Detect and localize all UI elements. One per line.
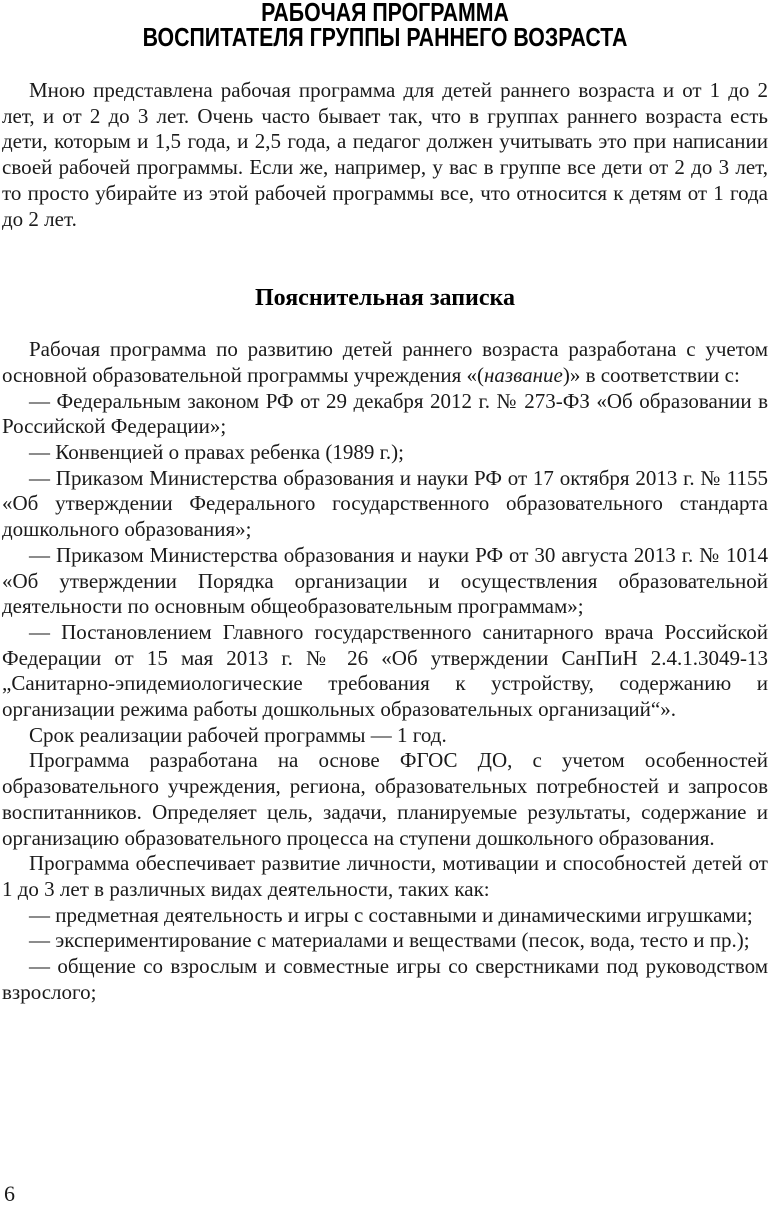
legal-intro-before: Рабочая программа по развитию детей раннего возраста разработана с учетом основной образовательной программы учреждения «(	[2, 337, 768, 387]
legal-basis-item-order-1155: — Приказом Министерства образования и науки РФ от 17 октября 2013 г. № 1155 «Об утверждении Федерального государственного образовательного стандарта дошкольного образования»;	[2, 465, 768, 542]
legal-basis-item-order-1014: — Приказом Министерства образования и науки РФ от 30 августа 2013 г. № 1014 «Об утверждении Порядка организации и осуществления образовательной деятельности по основным общеобразовательным программам»;	[2, 542, 768, 619]
legal-intro-paragraph	[2, 337, 768, 388]
section-heading: Пояснительная записка	[254, 285, 515, 312]
activity-item-experimenting: — экспериментирование с материалами и веществами (песок, вода, тесто и пр.);	[29, 928, 750, 953]
term-paragraph: Срок реализации рабочей программы — 1 год.	[29, 722, 447, 747]
page-number: 6	[4, 1181, 15, 1206]
legal-intro-after: )» в соответствии с:	[562, 362, 740, 387]
legal-basis-item-convention: — Конвенцией о правах ребенка (1989 г.);	[29, 440, 404, 465]
legal-basis-item-federal-law: — Федеральным законом РФ от 29 декабря 2012 г. № 273-ФЗ «Об образовании в Российской Федерации»;	[2, 388, 768, 439]
intro-paragraph: Мною представлена рабочая программа для детей раннего возраста и от 1 до 2 лет, и от 2 до 3 лет. Очень часто бывает так, что в группах раннего возраста есть дети, которым и 1,5 года, и 2,5 года, а педагог должен учитывать это при написании своей рабочей программы. Если же, например, у вас в группе все дети от 2 до 3 лет, то просто убирайте из этой рабочей программы все, что относится к детям от 1 года до 2 лет.	[2, 78, 768, 231]
document-title-line2: ВОСПИТАТЕЛЯ ГРУППЫ РАННЕГО ВОЗРАСТА	[142, 22, 628, 52]
activity-item-object-play: — предметная деятельность и игры с составными и динамическими игрушками;	[29, 902, 753, 927]
document-title-line1: РАБОЧАЯ ПРОГРАММА	[261, 0, 509, 27]
document-title	[2, 0, 768, 50]
legal-basis-item-sanpin: — Постановлением Главного государственного санитарного врача Российской Федерации от 15 мая 2013 г. № 26 «Об утверждении СанПиН 2.4.1.3049-13 „Санитарно-эпидемиологические требования к устройству, содержанию и организации режима работы дошкольных образовательных организаций“».	[2, 619, 768, 722]
legal-intro-placeholder-name: название	[484, 362, 563, 387]
development-paragraph: Программа обеспечивает развитие личности, мотивации и способностей детей от 1 до 3 лет в различных видах деятельности, таких как:	[2, 851, 768, 901]
fgos-paragraph: Программа разработана на основе ФГОС ДО, с учетом особенностей образовательного учреждения, региона, образовательных потребностей и запросов воспитанников. Определяет цель, задачи, планируемые результаты, содержание и организацию образовательного процесса на ступени дошкольного образования.	[2, 748, 768, 850]
activity-item-communication: — общение со взрослым и совместные игры со сверстниками под руководством взрослого;	[2, 954, 768, 1004]
